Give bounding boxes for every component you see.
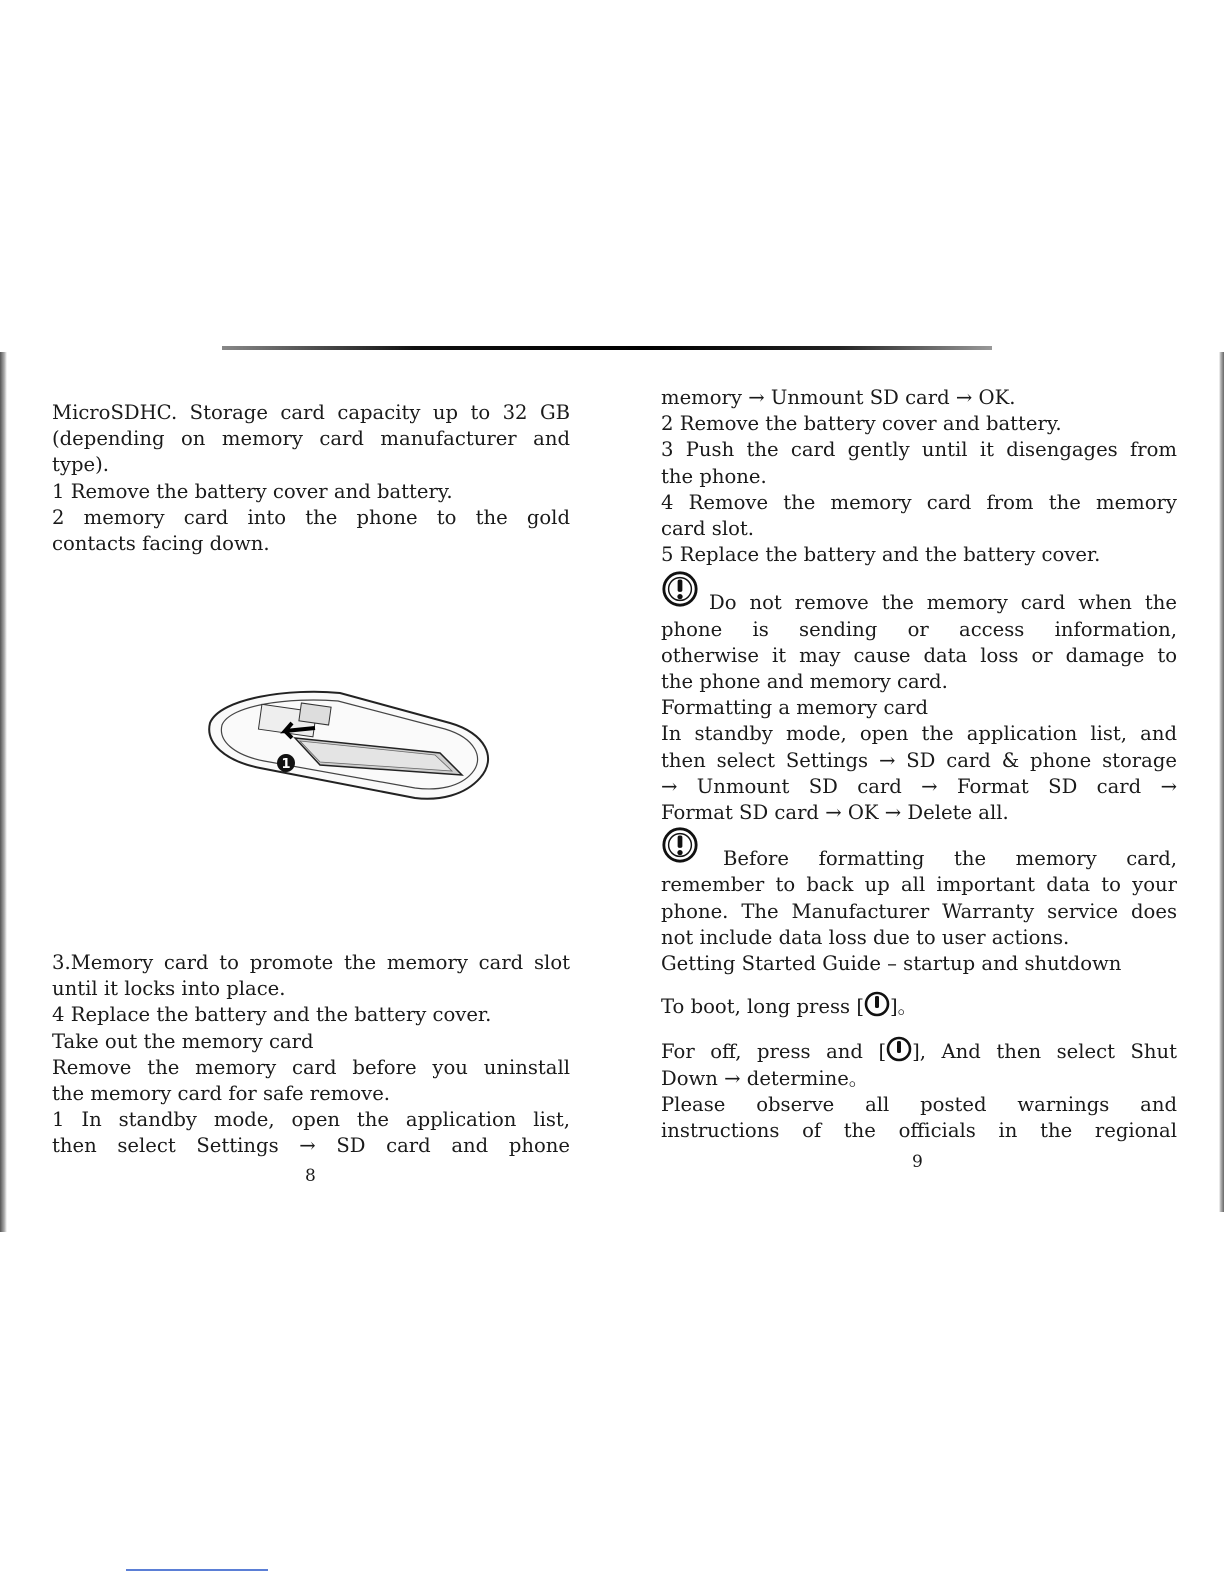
page-top-rule [222,346,992,350]
off-line [661,1036,1177,1065]
right-scan-edge [1219,352,1224,1212]
step-2-line-2: contacts facing down. [52,532,270,556]
right-page-number: 9 [912,1152,923,1172]
unmount-line: memory → Unmount SD card → OK. [661,386,1016,409]
phone-memory-card-illustration [200,683,500,807]
observe-line-2: instructions of the officials in the regional [661,1119,1177,1143]
off-suffix: ], And then select Shut [912,1040,1177,1064]
guide-heading: Getting Started Guide – startup and shutdown [661,952,1122,976]
format-line-2: then select Settings → SD card & phone storage [661,748,1177,772]
callout-number: 1 [281,757,291,772]
power-icon [886,1036,912,1062]
step-4: 4 Replace the battery and the battery cover. [52,1003,492,1027]
format-heading: Formatting a memory card [661,696,929,720]
intro-line-3: type). [52,453,109,477]
warning-2-text: Before formatting the memory card, [723,847,1177,871]
right-step-3-line-2: the phone. [661,464,767,488]
warning-2-line-3: phone. The Manufacturer Warranty service does [661,899,1177,923]
format-line-3: → Unmount SD card → Format SD card → [661,774,1177,798]
right-step-3-line-1: 3 Push the card gently until it disengages from [661,438,1177,462]
right-step-2: 2 Remove the battery cover and battery. [661,412,1062,436]
step-3-line-1: 3.Memory card to promote the memory card slot [52,951,570,974]
boot-suffix: ]。 [889,995,918,1019]
take-out-heading: Take out the memory card [52,1029,314,1053]
right-step-5: 5 Replace the battery and the battery cover. [661,543,1101,567]
left-page-top-text [52,400,570,557]
left-page-bottom-text [52,950,570,1160]
remove-line-2: the memory card for safe remove. [52,1082,391,1106]
standby-line-1: 1 In standby mode, open the application list, [52,1108,570,1132]
off-line-2: Down → determine。 [661,1066,869,1090]
left-page-number: 8 [305,1166,316,1186]
step-1: 1 Remove the battery cover and battery. [52,479,453,503]
power-icon [864,991,890,1017]
step-2-line-1: 2 memory card into the phone to the gold [52,505,570,529]
boot-prefix: To boot, long press [ [661,995,864,1019]
warning-2-line-1 [661,846,1177,872]
standby-line-2: then select Settings → SD card and phone [52,1134,570,1158]
boot-line [661,991,1177,1020]
step-3-line-2: until it locks into place. [52,977,286,1001]
observe-line-1: Please observe all posted warnings and [661,1092,1177,1116]
warning-2-line-2: remember to back up all important data to your [661,873,1177,897]
right-step-4-line-2: card slot. [661,517,755,541]
warning-2-line-4: not include data loss due to user actions. [661,925,1070,949]
format-line-1: In standby mode, open the application list, and [661,722,1177,746]
left-scan-edge [0,352,7,1232]
warning-1-text: Do not remove the memory card when the [709,591,1177,615]
warning-1-line-3: otherwise it may cause data loss or damage to [661,643,1177,667]
format-line-4: Format SD card → OK → Delete all. [661,801,1009,825]
right-page-text [661,385,1177,1144]
warning-icon [661,570,699,608]
remove-line-1: Remove the memory card before you uninstall [52,1055,570,1079]
warning-1-line-4: the phone and memory card. [661,670,948,694]
warning-1-line-2: phone is sending or access information, [661,617,1177,641]
off-prefix: For off, press and [ [661,1040,887,1064]
warning-icon [661,826,699,864]
intro-line-1: MicroSDHC. Storage card capacity up to 32 GB [52,401,570,424]
bottom-blue-rule [126,1569,268,1571]
intro-line-2: (depending on memory card manufacturer and [52,427,570,451]
warning-1-line-1 [661,590,1177,616]
right-step-4-line-1: 4 Remove the memory card from the memory [661,490,1177,514]
